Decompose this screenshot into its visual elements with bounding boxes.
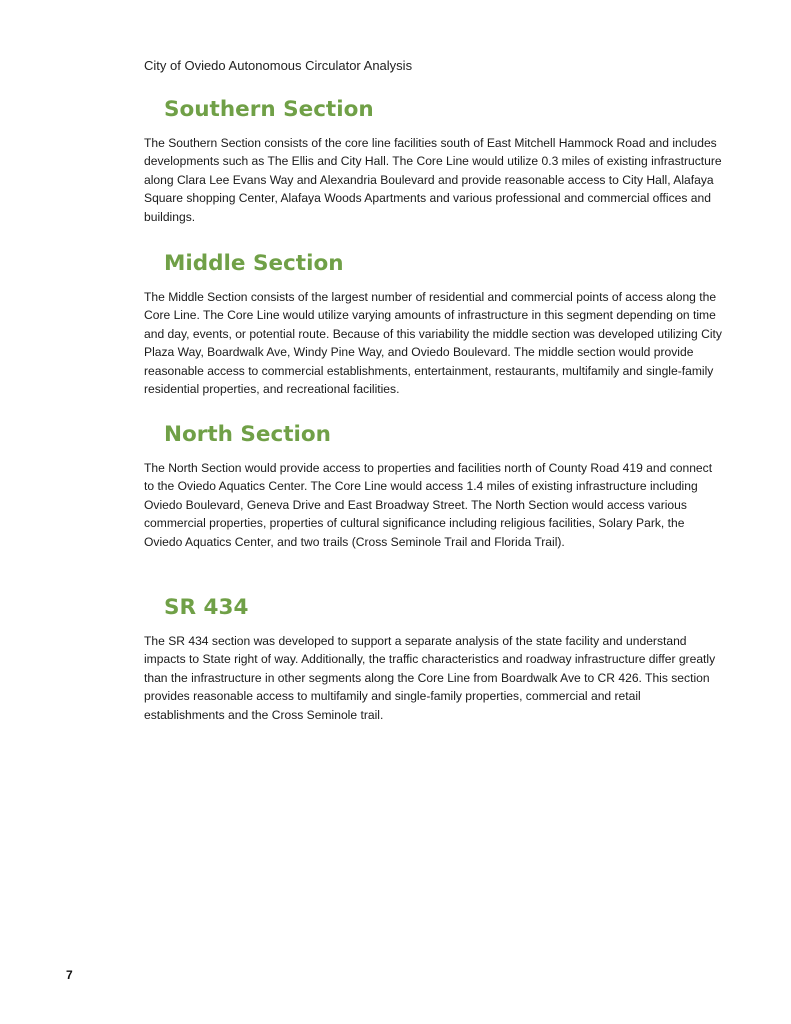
section-body: The North Section would provide access to properties and facilities north of County Road 419 and connect to the Oviedo Aquatics Center. The Core Line would access 1.4 miles of existing infrastructure including Oviedo Boulevard, Geneva Drive and East Broadway Street. The North Section would access various commercial properties, properties of cultural significance including religious facilities, Solary Park, the Oviedo Aquatics Center, and two trails (Cross Seminole Trail and Florida Trail). [144, 461, 713, 549]
section-body: The SR 434 section was developed to support a separate analysis of the state facility and understand impacts to State right of way. Additionally, the traffic characteristics and roadway infrastructure differ greatly than the infrastructure in other segments along the Core Line from Boardwalk Ave to CR 426. This section provides reasonable access to multifamily and single-family properties, commercial and retail establishments and the Cross Seminole trail. [144, 634, 716, 722]
middle-section [144, 249, 724, 398]
north-section [144, 420, 724, 551]
section-heading: Middle Section [164, 251, 344, 276]
sr434-section [144, 593, 724, 724]
section-body: The Middle Section consists of the largest number of residential and commercial points of access along the Core Line. The Core Line would utilize varying amounts of infrastructure in this segment depending on time and day, events, or potential route. Because of this variability the middle section was developed utilizing City Plaza Way, Boardwalk Ave, Windy Pine Way, and Oviedo Boulevard. The middle section would provide reasonable access to commercial establishments, entertainment, restaurants, multifamily and single-family residential properties, and recreational facilities. [144, 290, 722, 397]
section-body: The Southern Section consists of the core line facilities south of East Mitchell Hammock Road and includes developments such as The Ellis and City Hall. The Core Line would utilize 0.3 miles of existing infrastructure along Clara Lee Evans Way and Alexandria Boulevard and provide reasonable access to City Hall, Alafaya Square shopping Center, Alafaya Woods Apartments and various professional and commercial offices and buildings. [144, 136, 722, 224]
section-heading: Southern Section [164, 97, 374, 122]
section-heading: SR 434 [164, 595, 249, 620]
section-heading: North Section [164, 422, 331, 447]
document-header-title: City of Oviedo Autonomous Circulator Analysis [144, 58, 413, 73]
southern-section [144, 95, 724, 226]
page-number: 7 [66, 968, 73, 982]
